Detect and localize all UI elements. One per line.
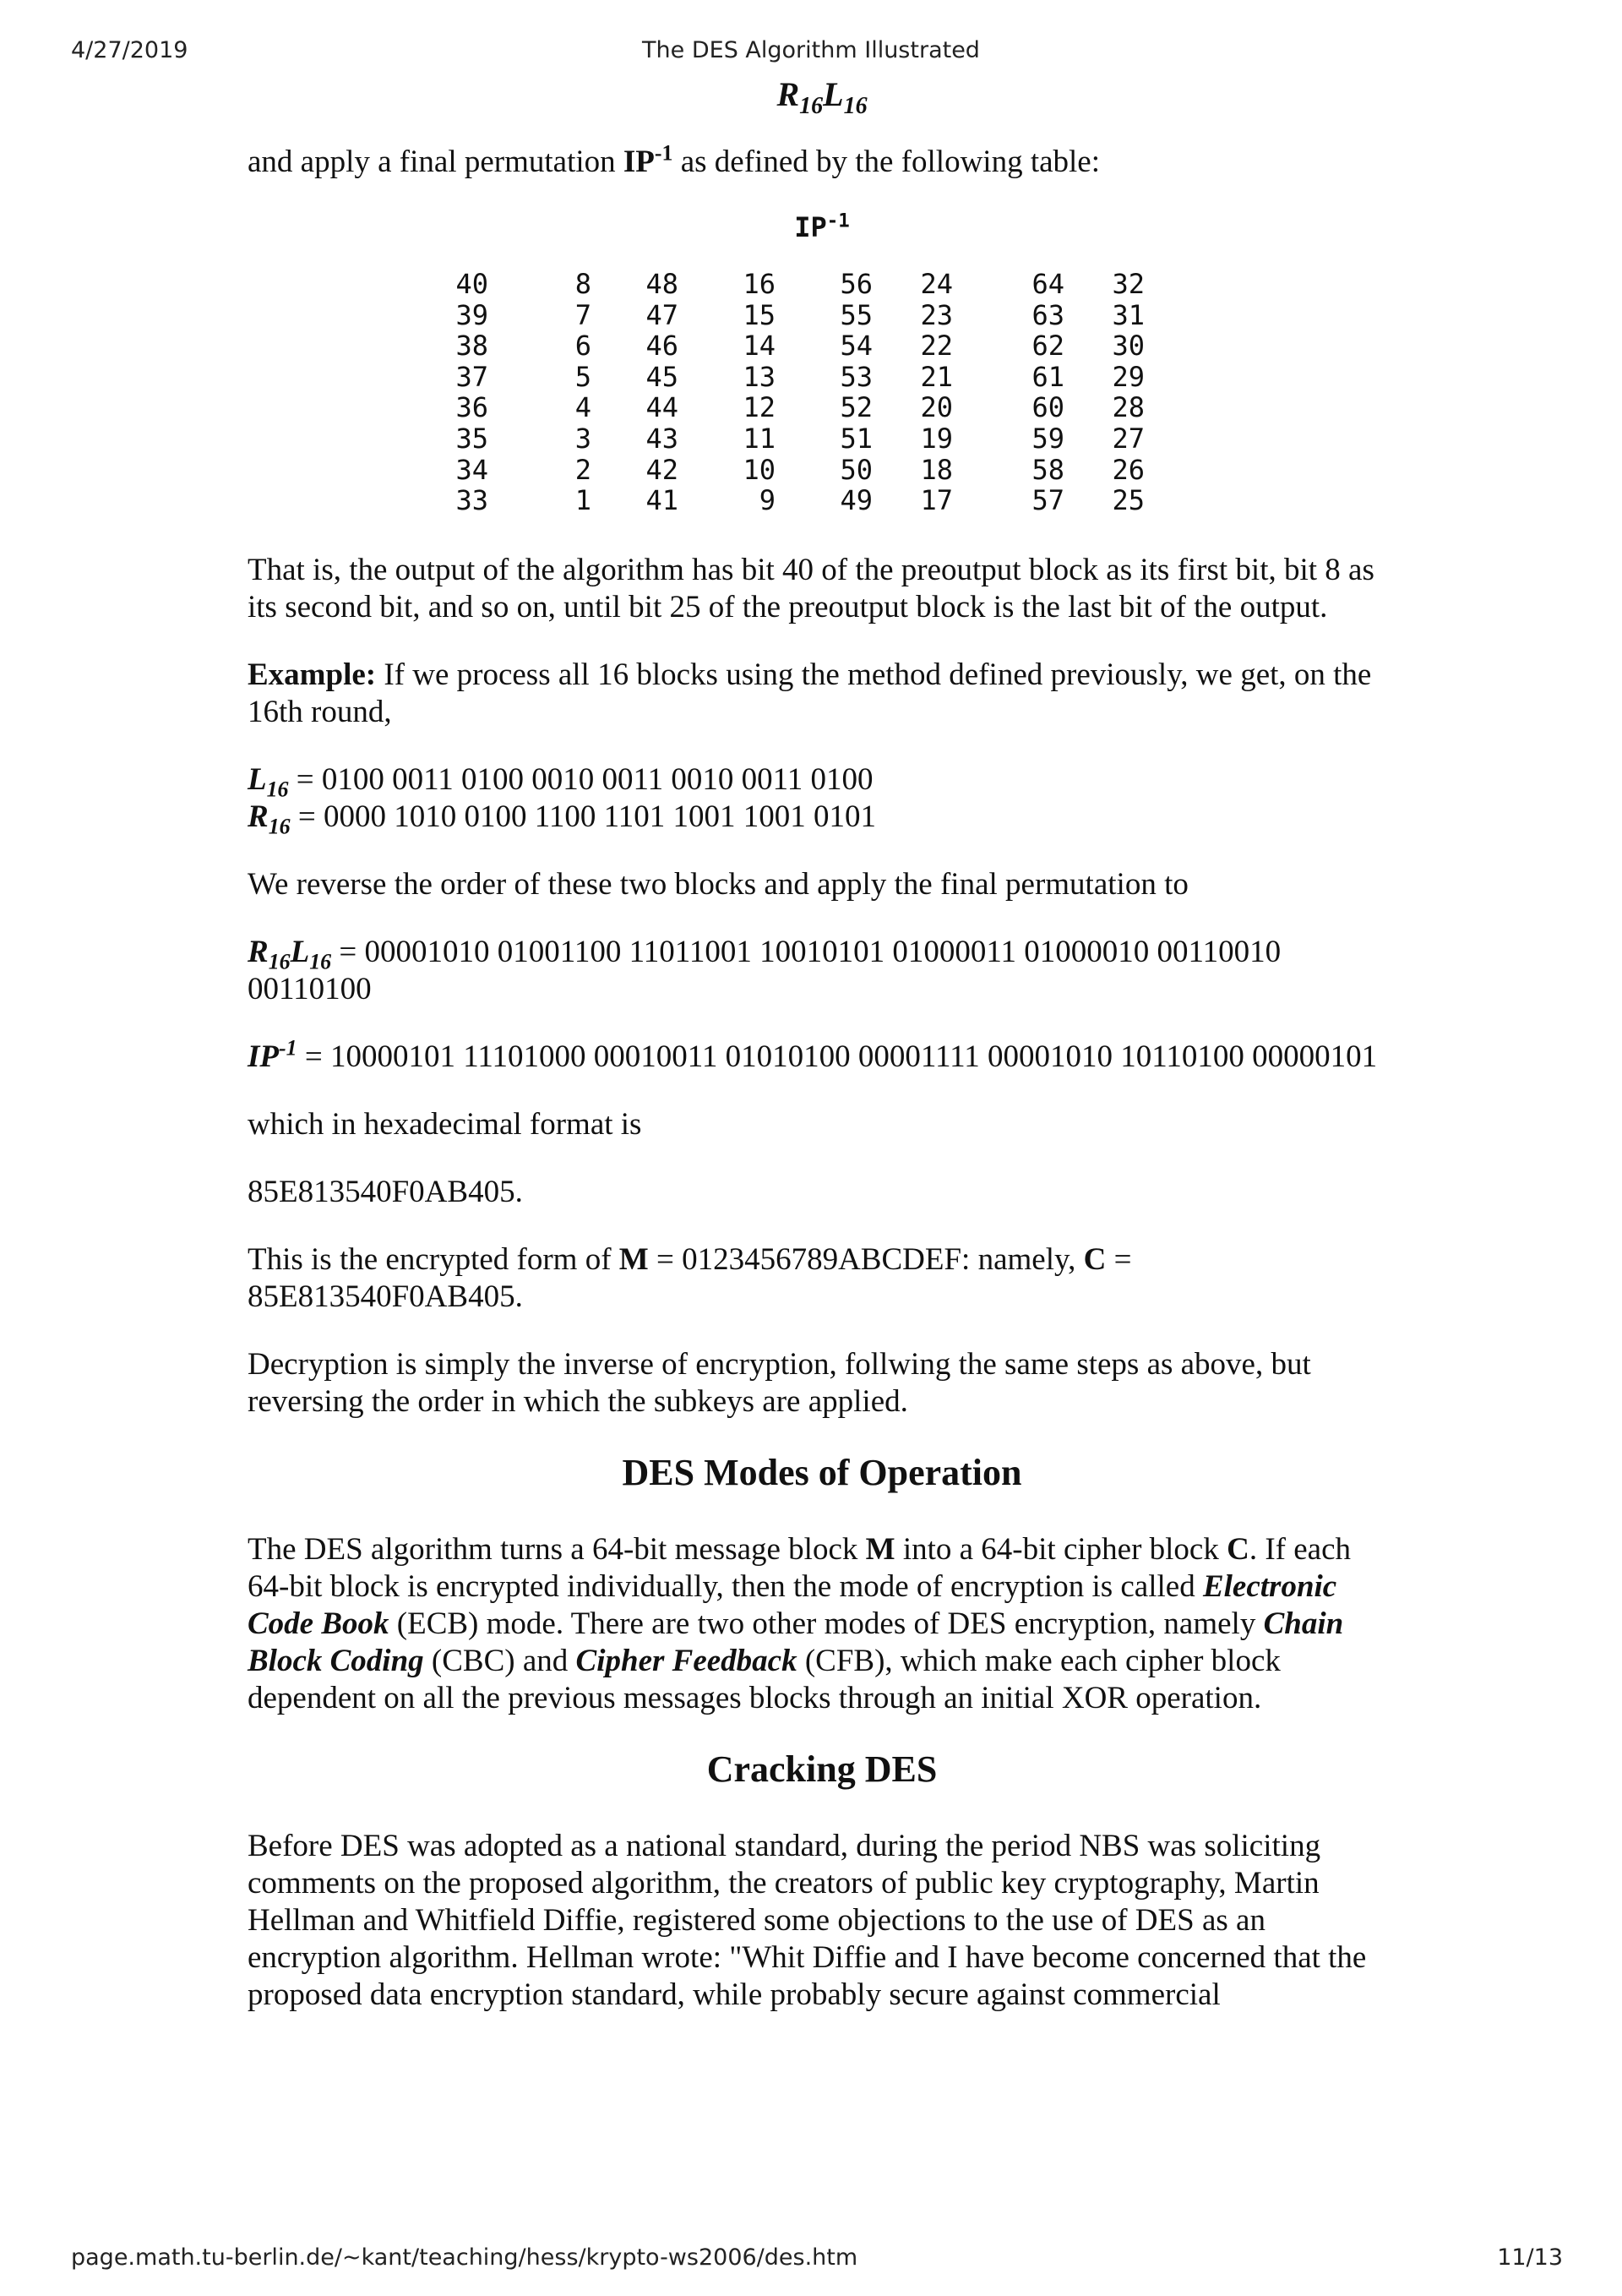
table-cell: 24	[920, 268, 953, 300]
table-cell: 60	[1031, 391, 1064, 424]
table-row	[438, 423, 1145, 455]
paragraph-output-bits: That is, the output of the algorithm has bit 40 of the preoutput block as its first bit, bit 8 as its second bit, and so on, until bit 25 of the preoutput block is the last bit of the output.	[248, 552, 1374, 624]
paragraph-des-modes: The DES algorithm turns a 64-bit message block M into a 64-bit cipher block C. If each 64-bit block is encrypted individually, then the mode of encryption is called Electronic Code Book (ECB) mode. There are two other modes of DES encryption, namely Chain Block Coding (CBC) and Cipher Feedback (CFB), which make each cipher block dependent on all the previous messages blocks through an initial XOR operation.	[248, 1531, 1351, 1715]
r16l16-heading: $R_{16}L_{16}$	[776, 75, 868, 119]
table-cell: 50	[840, 453, 873, 486]
table-cell: 39	[455, 298, 488, 331]
table-cell: 19	[920, 422, 953, 455]
table-cell: 33	[455, 484, 488, 517]
table-row	[438, 392, 1145, 423]
table-cell: 38	[455, 330, 488, 363]
table-cell: 15	[743, 298, 776, 331]
ip-inverse-result: $IP^{-1} = 10000101$ 11101000 00010011 01010100 00001111 00001010 10110100 00000101	[248, 1035, 1378, 1074]
table-cell: 35	[455, 422, 488, 455]
paragraph-reverse: We reverse the order of these two blocks and apply the final permutation to	[248, 866, 1189, 902]
table-cell: 36	[455, 391, 488, 424]
table-cell: 63	[1031, 298, 1064, 331]
table-cell: 62	[1031, 330, 1064, 363]
table-cell: 54	[840, 330, 873, 363]
table-cell: 44	[645, 391, 678, 424]
table-cell: 57	[1031, 484, 1064, 517]
table-cell: 16	[743, 268, 776, 300]
table-cell: 17	[920, 484, 953, 517]
table-cell: 11	[743, 422, 776, 455]
document-body	[248, 76, 1396, 2044]
page-url: page.math.tu-berlin.de/~kant/teaching/hess/krypto-ws2006/des.htm	[71, 2244, 858, 2271]
paragraph-cracking-des: Before DES was adopted as a national standard, during the period NBS was soliciting comments on the proposed algorithm, the creators of public key cryptography, Martin Hellman and Whitfield Diffie, registered some objections to the use of DES as an encryption algorithm. Hellman wrote: "Whit Diffie and I have become concerned that the proposed data encryption standard, while probably secure against commercial	[248, 1828, 1367, 2012]
table-cell: 9	[759, 484, 776, 517]
page-header-title: The DES Algorithm Illustrated	[642, 37, 980, 63]
table-cell: 46	[645, 330, 678, 363]
table-cell: 56	[840, 268, 873, 300]
table-cell: 7	[574, 298, 591, 331]
r16l16-value: $R_{16}L_{16} = 00001010$ 01001100 11011001 10010101 01000011 01000010 00110010 00110100	[248, 934, 1282, 1006]
table-cell: 28	[1112, 391, 1145, 424]
table-cell: 52	[840, 391, 873, 424]
table-cell: 29	[1112, 360, 1145, 393]
table-cell: 55	[840, 298, 873, 331]
table-cell: 8	[574, 268, 591, 300]
table-cell: 30	[1112, 330, 1145, 363]
paragraph-decryption: Decryption is simply the inverse of encryption, follwing the same steps as above, but reversing the order in which the subkeys are applied.	[248, 1346, 1311, 1419]
table-cell: 18	[920, 453, 953, 486]
table-cell: 58	[1031, 453, 1064, 486]
paragraph-example: Example: If we process all 16 blocks using the method defined previously, we get, on the 16th round,	[248, 657, 1372, 729]
table-row	[438, 269, 1145, 300]
table-cell: 40	[455, 268, 488, 300]
table-cell: 1	[574, 484, 591, 517]
hex-ciphertext: 85E813540F0AB405.	[248, 1174, 523, 1209]
table-cell: 51	[840, 422, 873, 455]
table-cell: 5	[574, 360, 591, 393]
ip-inverse-table-title: $IP^{-1}$	[794, 210, 850, 243]
table-cell: 12	[743, 391, 776, 424]
table-row	[438, 485, 1145, 516]
table-cell: 3	[574, 422, 591, 455]
table-cell: 26	[1112, 453, 1145, 486]
table-cell: 25	[1112, 484, 1145, 517]
final-permutation-intro: and apply a final permutation $IP^{-1}$ as defined by the following table:	[248, 140, 1101, 179]
table-cell: 41	[645, 484, 678, 517]
table-cell: 48	[645, 268, 678, 300]
table-cell: 59	[1031, 422, 1064, 455]
table-cell: 6	[574, 330, 591, 363]
table-cell: 4	[574, 391, 591, 424]
table-cell: 53	[840, 360, 873, 393]
paragraph-encrypted-form: This is the encrypted form of M = 0123456789ABCDEF: namely, C = 85E813540F0AB405.	[248, 1241, 1132, 1314]
ip-inverse-table	[438, 269, 1145, 516]
table-cell: 21	[920, 360, 953, 393]
table-cell: 10	[743, 453, 776, 486]
table-row	[438, 300, 1145, 331]
table-cell: 31	[1112, 298, 1145, 331]
heading-cracking-des: Cracking DES	[706, 1748, 938, 1790]
table-cell: 13	[743, 360, 776, 393]
table-cell: 43	[645, 422, 678, 455]
table-cell: 34	[455, 453, 488, 486]
table-cell: 32	[1112, 268, 1145, 300]
table-cell: 64	[1031, 268, 1064, 300]
table-cell: 2	[574, 453, 591, 486]
table-cell: 37	[455, 360, 488, 393]
table-cell: 27	[1112, 422, 1145, 455]
print-date: 4/27/2019	[71, 37, 188, 63]
table-cell: 61	[1031, 360, 1064, 393]
table-row	[438, 455, 1145, 486]
table-cell: 23	[920, 298, 953, 331]
heading-des-modes: DES Modes of Operation	[622, 1451, 1022, 1493]
paragraph-hex-intro: which in hexadecimal format is	[248, 1106, 642, 1142]
table-row	[438, 330, 1145, 362]
table-row	[438, 362, 1145, 393]
table-cell: 49	[840, 484, 873, 517]
table-cell: 22	[920, 330, 953, 363]
table-cell: 47	[645, 298, 678, 331]
l16-value: $L_{16} = 0100$ 0011 0100 0010 0011 0010 0011 0100	[248, 761, 874, 802]
table-cell: 45	[645, 360, 678, 393]
r16-value: $R_{16} = 0000$ 1010 0100 1100 1101 1001 1001 0101	[248, 799, 876, 839]
page-number: 11/13	[1497, 2244, 1563, 2271]
table-cell: 42	[645, 453, 678, 486]
table-cell: 20	[920, 391, 953, 424]
table-cell: 14	[743, 330, 776, 363]
